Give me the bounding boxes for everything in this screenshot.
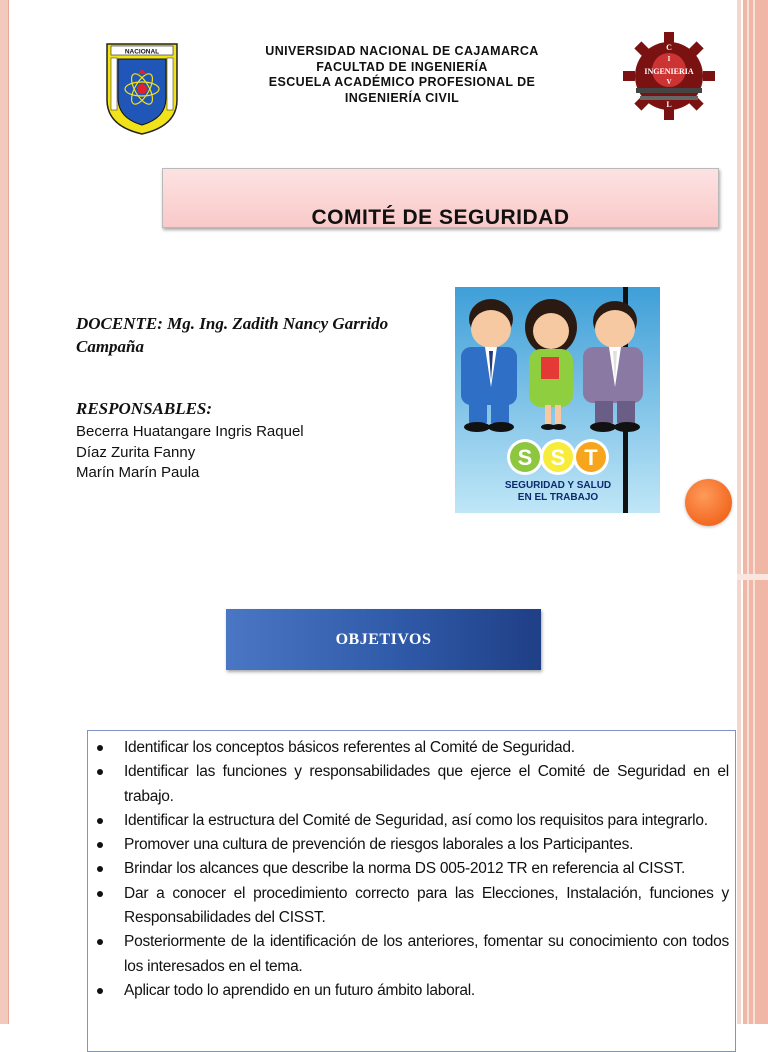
institution-header (200, 44, 604, 106)
objective-item (88, 930, 729, 979)
objective-item (88, 882, 729, 931)
bullet-icon (97, 769, 103, 775)
responsable-name: Díaz Zurita Fanny (76, 443, 196, 461)
responsable-name: Becerra Huatangare Ingris Raquel (76, 423, 304, 440)
title-banner (162, 168, 719, 228)
bullet-icon (97, 745, 103, 751)
objective-text: Identificar la estructura del Comité de Seguridad, así como los requisitos para integrarlo. (124, 811, 708, 829)
header-line-school: ESCUELA ACADÉMICO PROFESIONAL DE (268, 75, 536, 89)
frame-notch (737, 574, 768, 580)
gear-center-word: INGENIERIA (644, 67, 694, 76)
gear-letter: C (666, 43, 672, 52)
document-title: COMITÉ DE SEGURIDAD (311, 206, 570, 229)
sst-caption-line: SEGURIDAD Y SALUD (504, 480, 612, 491)
bullet-icon (97, 891, 103, 897)
header-line-faculty: FACULTAD DE INGENIERÍA (316, 59, 488, 74)
responsables-names (76, 422, 304, 484)
sst-letter: S (550, 445, 566, 470)
sst-letter: S (517, 445, 533, 470)
orange-circle-decoration (685, 479, 732, 526)
frame-stripe (747, 0, 749, 1024)
header-line-university: UNIVERSIDAD NACIONAL DE CAJAMARCA (265, 44, 539, 58)
objective-item (88, 857, 729, 881)
objective-text: Aplicar todo lo aprendido en un futuro ámbito laboral. (124, 981, 475, 999)
objectives-list (88, 731, 735, 1003)
sst-illustration (455, 287, 660, 513)
bullet-icon (97, 939, 103, 945)
objective-text: Brindar los alcances que describe la norma DS 005-2012 TR en referencia al CISST. (124, 860, 686, 878)
gear-letter: L (666, 100, 672, 109)
university-crest-logo (104, 40, 180, 136)
objectives-heading: OBJETIVOS (335, 631, 432, 648)
bullet-icon (97, 818, 103, 824)
right-frame-border (737, 0, 768, 1024)
objective-text: Dar a conocer el procedimiento correcto para las Elecciones, Instalación, funciones y Responsabilidades del CISST. (124, 884, 729, 927)
bullet-icon (97, 988, 103, 994)
objective-item (88, 979, 729, 1003)
objective-item (88, 833, 729, 857)
objective-item (88, 736, 729, 760)
objective-text: Posteriormente de la identificación de los anteriores, fomentar su conocimiento con todos los interesados en el tema. (124, 933, 729, 975)
objectives-banner (226, 609, 541, 670)
sst-caption-line: EN EL TRABAJO (517, 492, 599, 503)
header-line-career: INGENIERÍA CIVIL (344, 90, 460, 105)
frame-stripe (753, 0, 755, 1024)
objective-item (88, 760, 729, 809)
responsables-label: RESPONSABLES: (76, 399, 213, 418)
sst-letter: T (584, 445, 598, 470)
bullet-icon (97, 866, 103, 872)
objective-text: Identificar los conceptos básicos referentes al Comité de Seguridad. (124, 739, 575, 756)
objectives-box (87, 730, 736, 1052)
objective-item (88, 809, 729, 833)
civil-engineering-gear-logo (620, 30, 718, 122)
crest-banner-text: NACIONAL (124, 48, 160, 56)
teacher-line: DOCENTE: Mg. Ing. Zadith Nancy Garrido Campaña (76, 314, 389, 356)
gear-letter: V (666, 78, 672, 86)
left-frame-border (0, 0, 9, 1024)
gear-letter: I (667, 55, 671, 63)
objective-text: Identificar las funciones y responsabilidades que ejerce el Comité de Seguridad en el trabajo. (124, 763, 729, 805)
objective-text: Promover una cultura de prevención de riesgos laborales a los Participantes. (124, 836, 634, 854)
bullet-icon (97, 842, 103, 848)
responsable-name: Marín Marín Paula (76, 464, 200, 481)
